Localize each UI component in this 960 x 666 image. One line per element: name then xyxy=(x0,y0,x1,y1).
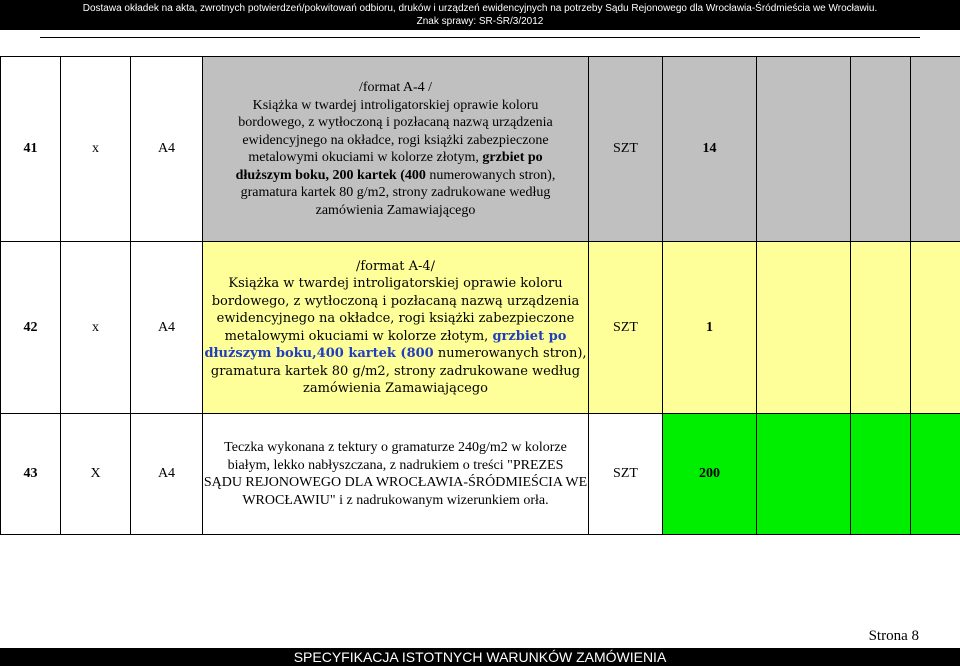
header-title: Dostawa okładek na akta, zwrotnych potwierdzeń/pokwitowań odbioru, druków i urządzeń ewidencyjnych na potrzeby Sądu Rejonowego dla Wrocławia-Śródmieścia we Wrocławiu. xyxy=(82,3,878,14)
unit-cell: SZT xyxy=(589,57,663,242)
document-header xyxy=(0,0,960,30)
price-cell xyxy=(757,242,851,414)
value-cell xyxy=(851,57,911,242)
extra-cell xyxy=(911,57,960,242)
quantity-cell: 14 xyxy=(663,57,757,242)
document-footer: SPECYFIKACJA ISTOTNYCH WARUNKÓW ZAMÓWIENIA xyxy=(0,648,960,666)
format-cell: A4 xyxy=(131,57,203,242)
header-divider xyxy=(40,37,920,38)
value-cell xyxy=(851,242,911,414)
item-description: /format A-4 / Książka w twardej introligatorskiej oprawie koloru bordowego, z wytłoczoną i pozłacaną nazwą urządzenia ewidencyjnego na okładce, rogi książki zabezpieczone metalowymi okuciami w kolorze złotym, grzbiet po dłuższym boku, 200 kartek (400 numerowanych stron), gramatura kartek 80 g/m2, strony zadrukowane według zamówienia Zamawiającego xyxy=(203,57,589,242)
quantity-cell: 1 xyxy=(663,242,757,414)
price-cell xyxy=(757,414,851,535)
price-cell xyxy=(757,57,851,242)
extra-cell xyxy=(911,414,960,535)
row-number: 43 xyxy=(1,414,61,535)
table-row xyxy=(1,414,960,535)
table-row xyxy=(1,57,960,242)
item-description: /format A-4/ Książka w twardej introligatorskiej oprawie koloru bordowego, z wytłoczoną i pozłacaną nazwą urządzenia ewidencyjnego na okładce, rogi książki zabezpieczone metalowymi okuciami w kolorze złotym, grzbiet po dłuższym boku,400 kartek (800 numerowanych stron), gramatura kartek 80 g/m2, strony zadrukowane według zamówienia Zamawiającego xyxy=(203,242,589,414)
quantity-cell: 200 xyxy=(663,414,757,535)
multiplier: X xyxy=(61,414,131,535)
extra-cell xyxy=(911,242,960,414)
item-description: Teczka wykonana z tektury o gramaturze 240g/m2 w kolorze białym, lekko nabłyszczana, z nadrukiem o treści "PREZES SĄDU REJONOWEGO DLA WROCŁAWIA-ŚRÓDMIEŚCIA WE WROCŁAWIU" i z nadrukowanym wizerunkiem orła. xyxy=(203,414,589,535)
row-number: 41 xyxy=(1,57,61,242)
row-number: 42 xyxy=(1,242,61,414)
multiplier: x xyxy=(61,242,131,414)
format-cell: A4 xyxy=(131,414,203,535)
table-row xyxy=(1,242,960,414)
page-number: Strona 8 xyxy=(868,628,919,644)
value-cell xyxy=(851,414,911,535)
unit-cell: SZT xyxy=(589,414,663,535)
unit-cell: SZT xyxy=(589,242,663,414)
format-cell: A4 xyxy=(131,242,203,414)
header-case-number: Znak sprawy: SR-ŚR/3/2012 xyxy=(416,16,544,27)
specification-table xyxy=(0,56,960,535)
multiplier: x xyxy=(61,57,131,242)
